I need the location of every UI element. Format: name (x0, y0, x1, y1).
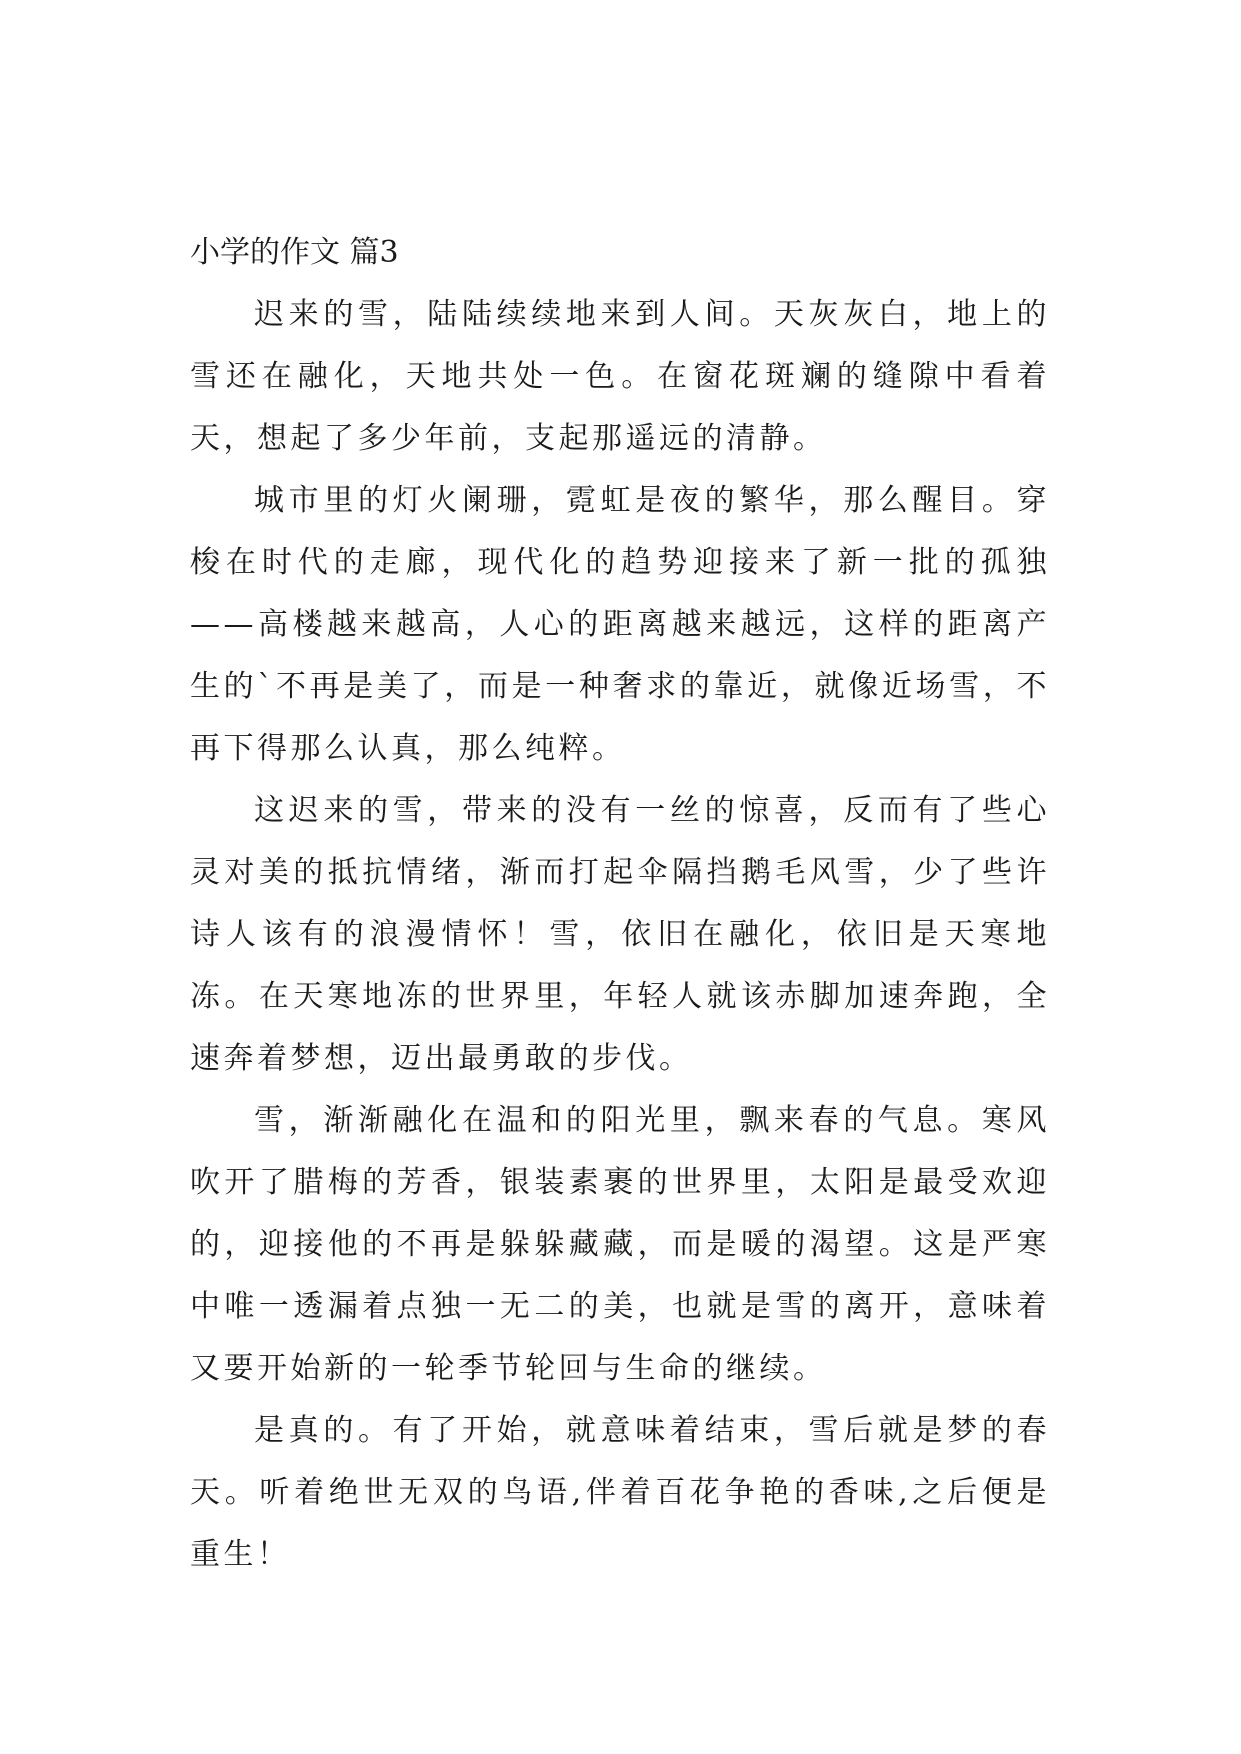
paragraph-3: 这迟来的雪，带来的没有一丝的惊喜，反而有了些心灵对美的抵抗情绪，渐而打起伞隔挡鹅毛风雪，少了些许诗人该有的浪漫情怀！雪，依旧在融化，依旧是天寒地冻。在天寒地冻的世界里，年轻人就该赤脚加速奔跑，全速奔着梦想，迈出最勇敢的步伐。 (190, 793, 1050, 1076)
paragraph-5: 是真的。有了开始，就意味着结束，雪后就是梦的春天。听着绝世无双的鸟语,伴着百花争艳的香味,之后便是重生！ (190, 1413, 1050, 1572)
paragraph-1: 迟来的雪，陆陆续续地来到人间。天灰灰白，地上的雪还在融化，天地共处一色。在窗花斑斓的缝隙中看着天，想起了多少年前，支起那遥远的清静。 (190, 297, 1050, 456)
document-title: 小学的作文 篇3 (190, 235, 399, 270)
paragraph-2: 城市里的灯火阑珊，霓虹是夜的繁华，那么醒目。穿梭在时代的走廊，现代化的趋势迎接来了新一批的孤独——高楼越来越高，人心的距离越来越远，这样的距离产生的`不再是美了，而是一种奢求的靠近，就像近场雪，不再下得那么认真，那么纯粹。 (190, 483, 1050, 766)
document-page (190, 222, 1050, 1586)
paragraph-4: 雪，渐渐融化在温和的阳光里，飘来春的气息。寒风吹开了腊梅的芳香，银装素裹的世界里，太阳是最受欢迎的，迎接他的不再是躲躲藏藏，而是暖的渴望。这是严寒中唯一透漏着点独一无二的美，也就是雪的离开，意味着又要开始新的一轮季节轮回与生命的继续。 (190, 1103, 1050, 1386)
